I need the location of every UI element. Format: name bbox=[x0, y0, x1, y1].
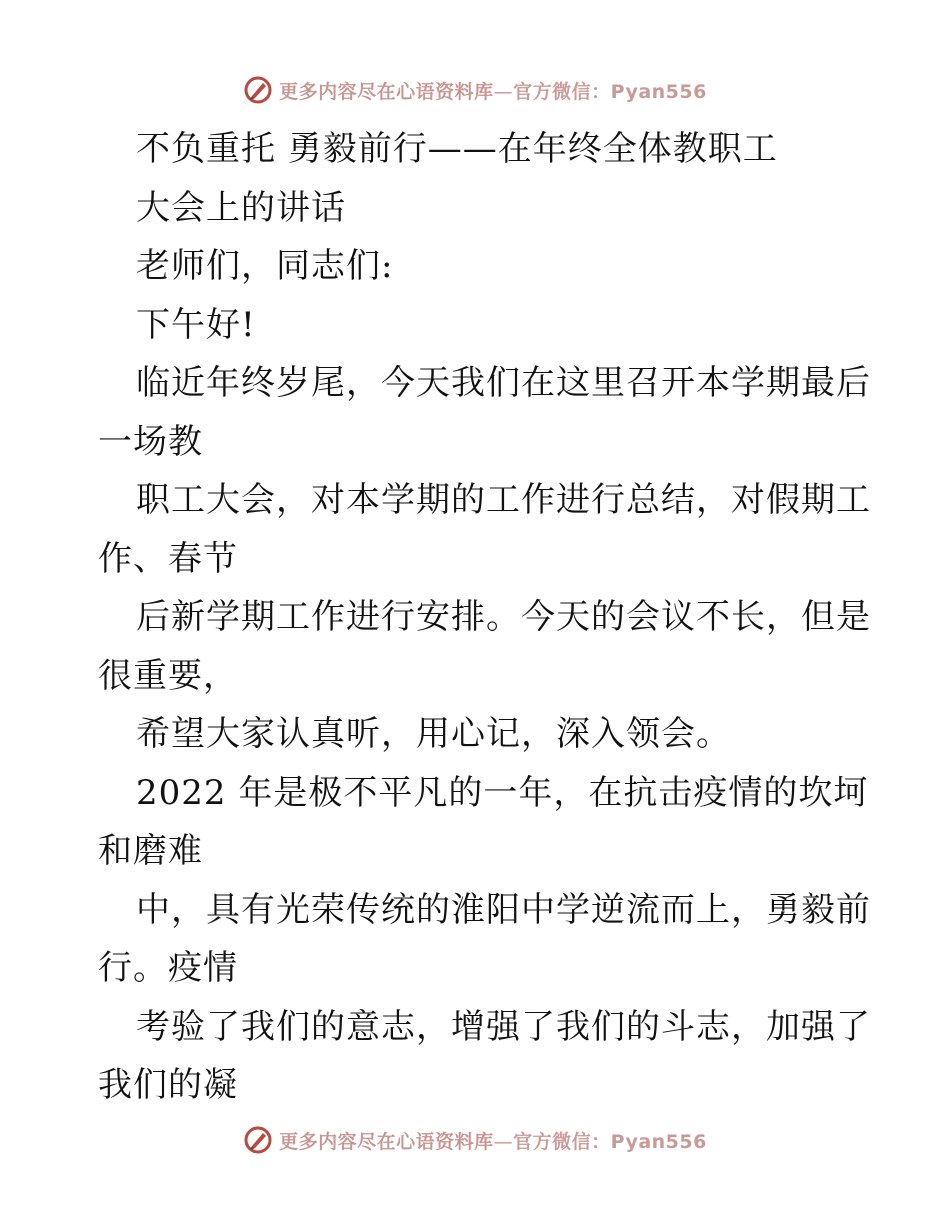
text-line: 我们的凝 bbox=[98, 1065, 238, 1105]
text-line: 大会上的讲话 bbox=[136, 187, 346, 228]
text-line: 2022 年是极不平凡的一年，在抗击疫情的坎坷 bbox=[136, 772, 869, 813]
text-line: 不负重托 勇毅前行——在年终全体教职工 bbox=[136, 129, 778, 169]
text-line: 职工大会，对本学期的工作进行总结，对假期工 bbox=[136, 480, 871, 520]
text-line: 作、春节 bbox=[98, 538, 238, 579]
text-line: 和磨难 bbox=[98, 831, 203, 871]
text-line: 很重要， bbox=[98, 655, 238, 696]
footer-watermark bbox=[0, 1120, 950, 1160]
text-line: 中，具有光荣传统的淮阳中学逆流而上，勇毅前 bbox=[136, 889, 871, 930]
text-line: 临近年终岁尾，今天我们在这里召开本学期最后 bbox=[136, 363, 871, 403]
header-watermark bbox=[0, 70, 950, 110]
text-line: 一场教 bbox=[98, 421, 203, 462]
pen-logo-icon bbox=[243, 75, 273, 105]
text-line: 下午好! bbox=[136, 304, 256, 345]
text-line: 行。疫情 bbox=[98, 948, 238, 988]
text-line: 希望大家认真听，用心记，深入领会。 bbox=[136, 714, 731, 754]
pen-logo-icon bbox=[243, 1125, 273, 1155]
document-body bbox=[98, 120, 871, 1115]
text-line: 考验了我们的意志，增强了我们的斗志，加强了 bbox=[136, 1006, 871, 1047]
watermark-text: 更多内容尽在心语资料库—官方微信：Pyan556 bbox=[279, 80, 707, 103]
watermark-text: 更多内容尽在心语资料库—官方微信：Pyan556 bbox=[279, 1130, 707, 1153]
text-line: 后新学期工作进行安排。今天的会议不长，但是 bbox=[136, 597, 871, 637]
text-line: 老师们，同志们: bbox=[136, 246, 394, 286]
